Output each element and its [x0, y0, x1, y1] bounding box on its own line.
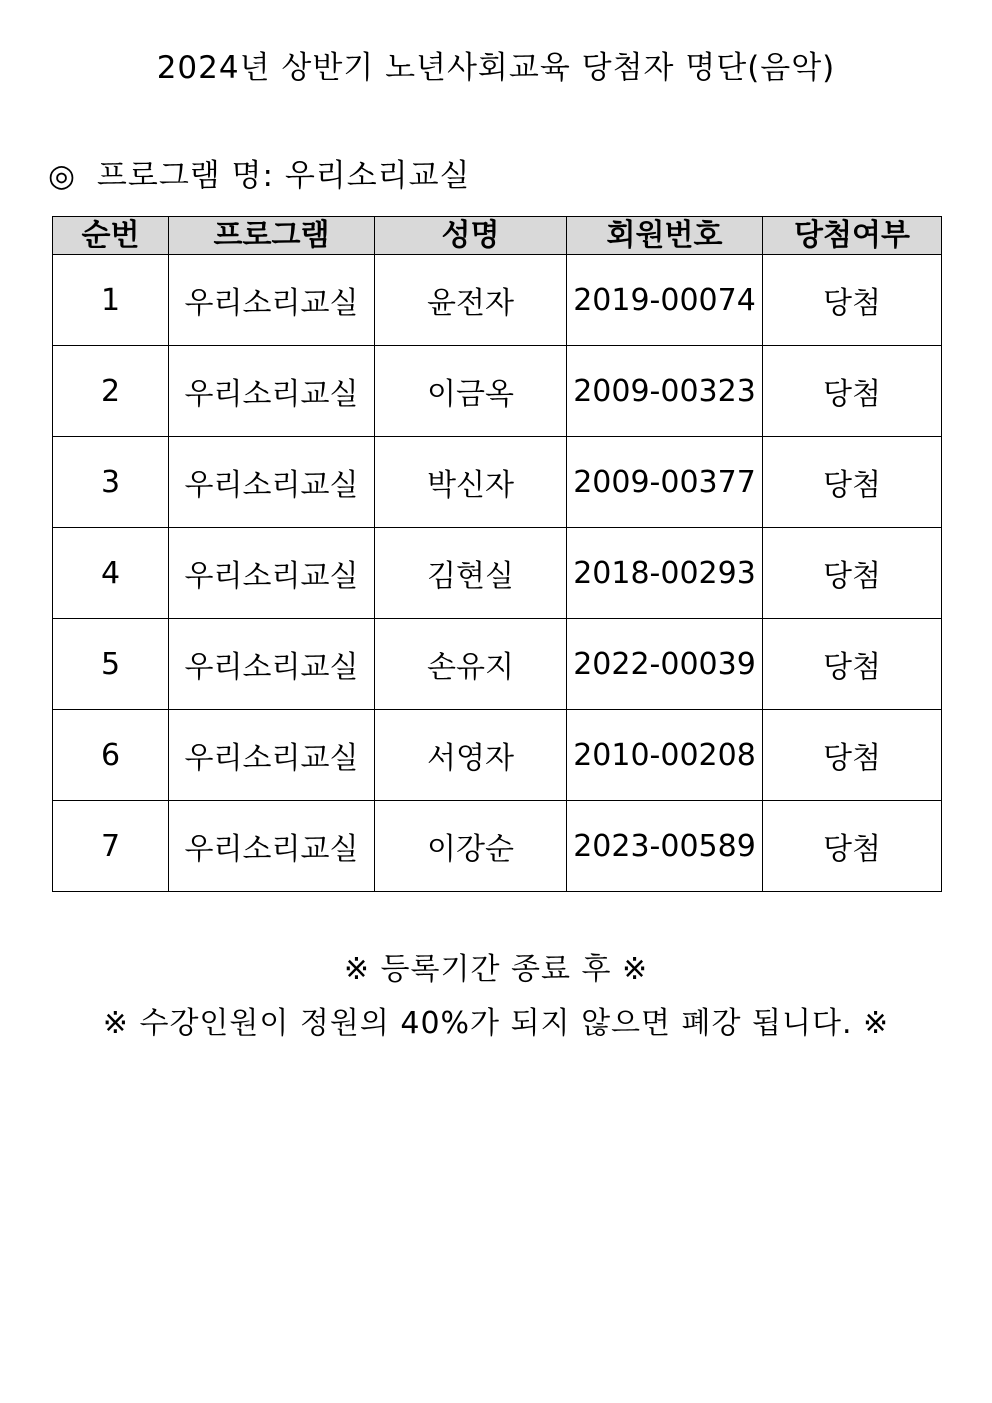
cell-program: 우리소리교실 — [169, 619, 375, 710]
cell-result: 당첨 — [763, 437, 942, 528]
cell-no: 5 — [53, 619, 169, 710]
cell-name: 이금옥 — [375, 346, 567, 437]
cell-member-id: 2019-00074 — [567, 255, 763, 346]
cell-result: 당첨 — [763, 255, 942, 346]
program-heading-name: 우리소리교실 — [284, 158, 471, 194]
cell-result: 당첨 — [763, 801, 942, 892]
column-header-no: 순번 — [53, 217, 169, 255]
double-circle-icon: ◎ — [48, 158, 77, 194]
column-header-member-id: 회원번호 — [567, 217, 763, 255]
cell-name: 이강순 — [375, 801, 567, 892]
column-header-program: 프로그램 — [169, 217, 375, 255]
table-row — [53, 437, 942, 528]
cell-member-id: 2009-00377 — [567, 437, 763, 528]
cell-member-id: 2022-00039 — [567, 619, 763, 710]
cell-name: 박신자 — [375, 437, 567, 528]
cell-member-id: 2018-00293 — [567, 528, 763, 619]
cell-no: 3 — [53, 437, 169, 528]
cell-program: 우리소리교실 — [169, 437, 375, 528]
cell-program: 우리소리교실 — [169, 801, 375, 892]
cell-name: 손유지 — [375, 619, 567, 710]
table-row — [53, 528, 942, 619]
cell-result: 당첨 — [763, 710, 942, 801]
table-row — [53, 801, 942, 892]
table-row — [53, 255, 942, 346]
notice-block — [0, 948, 992, 1056]
cell-no: 4 — [53, 528, 169, 619]
cell-result: 당첨 — [763, 619, 942, 710]
cell-member-id: 2010-00208 — [567, 710, 763, 801]
cell-name: 서영자 — [375, 710, 567, 801]
winners-table — [52, 216, 942, 892]
column-header-name: 성명 — [375, 217, 567, 255]
cell-program: 우리소리교실 — [169, 710, 375, 801]
table-row — [53, 346, 942, 437]
cell-program: 우리소리교실 — [169, 528, 375, 619]
notice-line-registration: ※ 등록기간 종료 후 ※ — [343, 952, 649, 987]
cell-no: 1 — [53, 255, 169, 346]
cell-name: 윤전자 — [375, 255, 567, 346]
cell-no: 6 — [53, 710, 169, 801]
cell-program: 우리소리교실 — [169, 346, 375, 437]
table-row — [53, 710, 942, 801]
cell-member-id: 2009-00323 — [567, 346, 763, 437]
notice-line-cancellation: ※ 수강인원이 정원의 40%가 되지 않으면 폐강 됩니다. ※ — [102, 1006, 890, 1041]
cell-program: 우리소리교실 — [169, 255, 375, 346]
cell-result: 당첨 — [763, 346, 942, 437]
program-heading-label: 프로그램 명: — [96, 158, 274, 194]
column-header-result: 당첨여부 — [763, 217, 942, 255]
cell-member-id: 2023-00589 — [567, 801, 763, 892]
cell-name: 김현실 — [375, 528, 567, 619]
cell-no: 7 — [53, 801, 169, 892]
program-heading — [48, 150, 471, 195]
cell-no: 2 — [53, 346, 169, 437]
table-row — [53, 619, 942, 710]
cell-result: 당첨 — [763, 528, 942, 619]
page-title: 2024년 상반기 노년사회교육 당첨자 명단(음악) — [156, 50, 836, 86]
table-header-row — [53, 217, 942, 255]
